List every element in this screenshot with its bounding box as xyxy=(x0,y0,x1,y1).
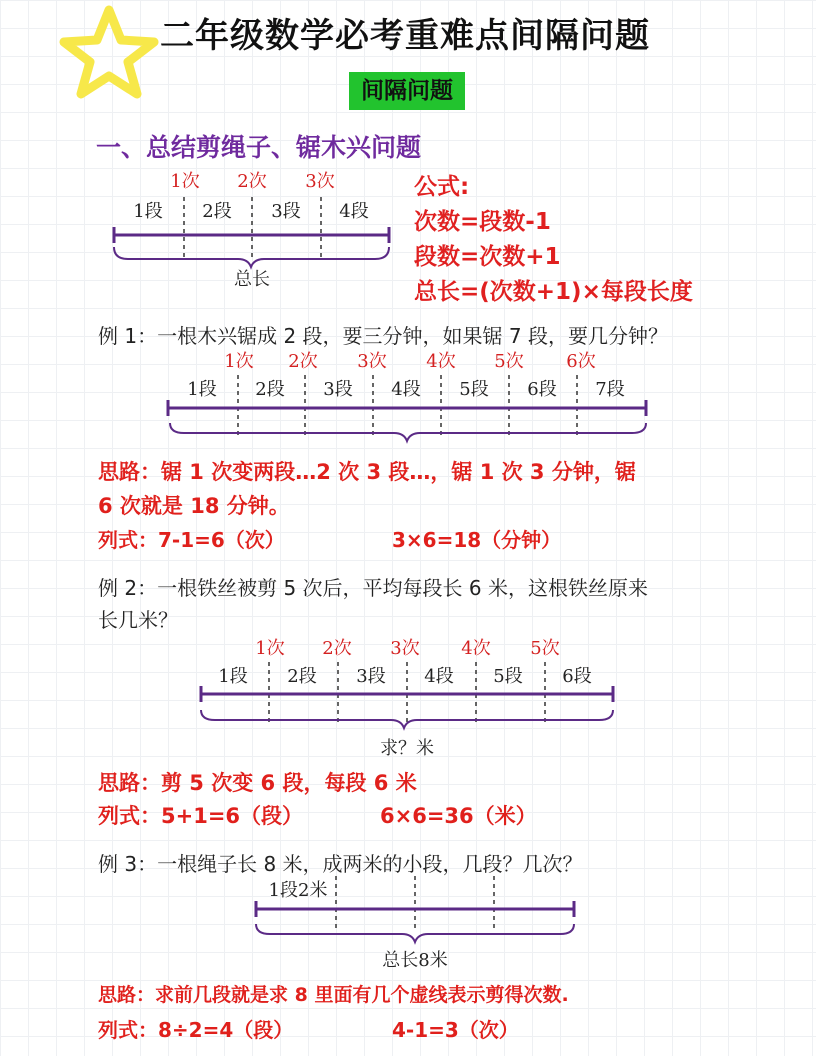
section-heading: 一、总结剪绳子、锯木兴问题 xyxy=(96,133,422,162)
thinking-line: 6 次就是 18 分钟。 xyxy=(98,494,290,518)
segment-label: 4段 xyxy=(391,379,421,400)
topic-badge: 间隔问题 xyxy=(349,72,465,110)
formula-line: 段数=次数+1 xyxy=(414,244,561,270)
segment-label: 4段 xyxy=(339,201,369,222)
segment-label: 3段 xyxy=(356,666,386,687)
cut-label: 5次 xyxy=(494,351,524,372)
segment-label: 6段 xyxy=(562,666,592,687)
cut-label: 1次 xyxy=(170,171,200,192)
example3-thinking: 思路：求前几段就是求 8 里面有几个虚线表示剪得次数. xyxy=(98,984,569,1006)
example2-calc-a: 列式：5+1=6（段） xyxy=(98,804,304,828)
question-line: 长几米？ xyxy=(98,608,178,632)
example1-question: 例 1：一根木兴锯成 2 段，要三分钟，如果锯 7 段，要几分钟？ xyxy=(98,324,668,348)
example3-calc-b: 4-1=3（次） xyxy=(392,1018,519,1042)
cut-label: 4次 xyxy=(461,638,491,659)
segment-label: 1段2米 xyxy=(268,880,328,901)
star-icon xyxy=(58,4,160,100)
segment-label: 7段 xyxy=(595,379,625,400)
cut-label: 1次 xyxy=(224,351,254,372)
thinking-line: 思路：锯 1 次变两段…2 次 3 段…，锯 1 次 3 分钟，锯 xyxy=(98,460,636,484)
example1-calc-a: 列式：7-1=6（次） xyxy=(98,528,285,552)
example2-question xyxy=(98,572,648,636)
example2-thinking: 思路：剪 5 次变 6 段，每段 6 米 xyxy=(98,771,417,795)
question-line: 例 2：一根铁丝被剪 5 次后，平均每段长 6 米，这根铁丝原来 xyxy=(98,576,648,600)
total-label: 求？米 xyxy=(380,738,434,759)
page-title: 二年级数学必考重难点间隔问题 xyxy=(160,16,650,56)
segment-label: 4段 xyxy=(424,666,454,687)
section1-diagram xyxy=(100,165,400,295)
cut-label: 3次 xyxy=(357,351,387,372)
segment-label: 1段 xyxy=(187,379,217,400)
cut-label: 2次 xyxy=(288,351,318,372)
segment-label: 6段 xyxy=(527,379,557,400)
formula-line: 总长=(次数+1)×每段长度 xyxy=(414,279,693,305)
cut-label: 3次 xyxy=(390,638,420,659)
cut-label: 2次 xyxy=(322,638,352,659)
segment-label: 2段 xyxy=(287,666,317,687)
segment-label: 3段 xyxy=(323,379,353,400)
segment-label: 2段 xyxy=(202,201,232,222)
cut-label: 2次 xyxy=(237,171,267,192)
cut-label: 5次 xyxy=(530,638,560,659)
formula-heading: 公式: xyxy=(414,174,470,200)
cut-label: 1次 xyxy=(255,638,285,659)
segment-label: 1段 xyxy=(133,201,163,222)
segment-label: 2段 xyxy=(255,379,285,400)
cut-label: 6次 xyxy=(566,351,596,372)
example3-diagram xyxy=(248,872,588,972)
total-label: 总长8米 xyxy=(382,950,448,971)
example1-thinking xyxy=(98,455,636,523)
example2-calc-b: 6×6=36（米） xyxy=(380,804,537,828)
example2-diagram xyxy=(195,632,615,762)
example3-calc-a: 列式：8÷2=4（段） xyxy=(98,1018,294,1042)
segment-label: 3段 xyxy=(271,201,301,222)
segment-label: 5段 xyxy=(459,379,489,400)
example3-question: 例 3：一根绳子长 8 米，成两米的小段，几段？几次？ xyxy=(98,852,583,876)
cut-label: 3次 xyxy=(305,171,335,192)
cut-label: 4次 xyxy=(426,351,456,372)
example1-diagram xyxy=(160,345,660,445)
segment-label: 1段 xyxy=(218,666,248,687)
formula-box xyxy=(414,170,693,310)
total-label: 总长 xyxy=(234,269,270,290)
example1-calc-b: 3×6=18（分钟） xyxy=(392,528,562,552)
formula-line: 次数=段数-1 xyxy=(414,209,551,235)
segment-label: 5段 xyxy=(493,666,523,687)
